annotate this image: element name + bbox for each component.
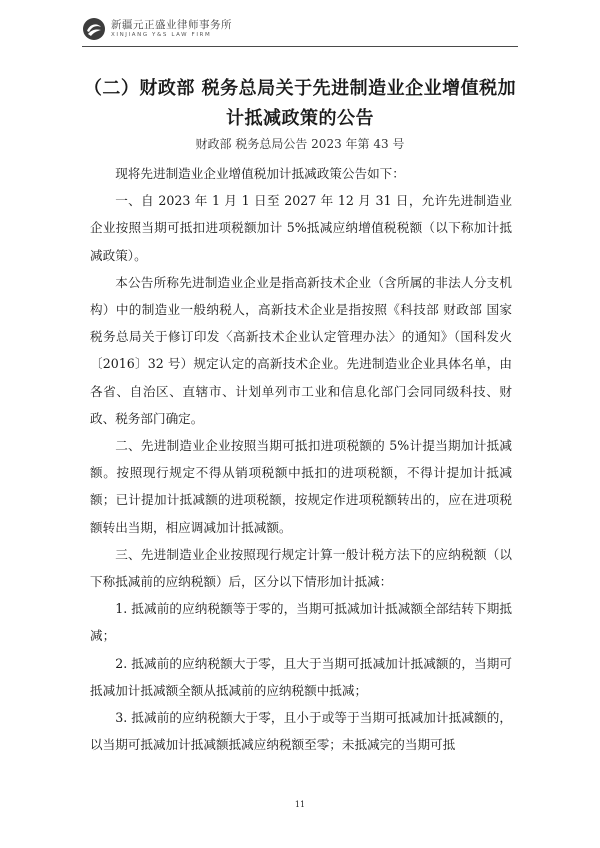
paragraph: 3. 抵减前的应纳税额大于零，且小于或等于当期可抵减加计抵减额的，以当期可抵减加计抵减额抵减应纳税额至零；未抵减完的当期可抵 (90, 710, 512, 753)
header-divider (82, 46, 518, 47)
firm-logo-icon (82, 17, 106, 41)
paragraph: 三、先进制造业企业按照现行规定计算一般计税方法下的应纳税额（以下称抵减前的应纳税额）后，区分以下情形加计抵减： (90, 546, 512, 590)
firm-name-cn: 新疆元正盛业律师事务所 (111, 19, 232, 31)
firm-name-en: XINJIANG Y&S LAW FIRM (111, 32, 212, 38)
paragraph: 现将先进制造业企业增值税加计抵减政策公告如下： (115, 166, 405, 181)
paragraph: 2. 抵减前的应纳税额大于零，且大于当期可抵减加计抵减额的，当期可抵减加计抵减额全额从抵减前的应纳税额中抵减； (90, 655, 512, 698)
paragraph: 一、自 2023 年 1 月 1 日至 2027 年 12 月 31 日，允许先进制造业企业按照当期可抵扣进项税额加计 5%抵减应纳增值税税额（以下称加计抵减政策）。 (90, 193, 512, 263)
paragraph: 二、先进制造业企业按照当期可抵扣进项税额的 5%计提当期加计抵减额。按照现行规定不得从销项税额中抵扣的进项税额，不得计提加计抵减额；已计提加计抵减额的进项税额，按规定作进项税额转出的，应在进项税额转出当期，相应调减加计抵减额。 (90, 438, 512, 535)
document-title: （二）财政部 税务总局关于先进制造业企业增值税加计抵减政策的公告 (83, 78, 517, 129)
page-number: 11 (294, 800, 306, 809)
document-number: 财政部 税务总局公告 2023 年第 43 号 (195, 137, 405, 151)
paragraph: 1. 抵减前的应纳税额等于零的，当期可抵减加计抵减额全部结转下期抵减； (90, 601, 512, 644)
paragraph: 本公告所称先进制造业企业是指高新技术企业（含所属的非法人分支机构）中的制造业一般纳税人，高新技术企业是指按照《科技部 财政部 国家税务总局关于修订印发〈高新技术企业认定管理办法〉的通知》（国科发火〔2016〕32 号）规定认定的高新技术企业。先进制造业企业具体名单，由各省、自治区、直辖市、计划单列市工业和信息化部门会同同级科技、财政、税务部门确定。 (90, 274, 512, 426)
firm-name-block (111, 19, 232, 39)
letterhead (82, 16, 232, 42)
document-body (90, 160, 512, 758)
